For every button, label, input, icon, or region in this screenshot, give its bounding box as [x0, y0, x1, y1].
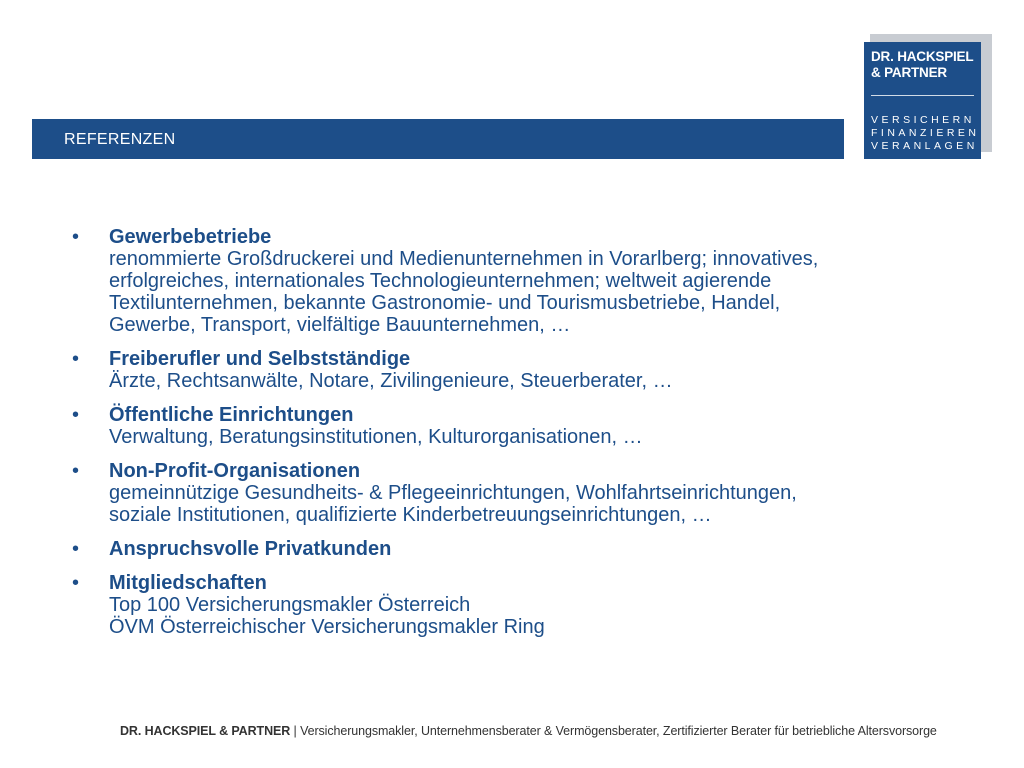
footer-brand: DR. HACKSPIEL & PARTNER: [120, 724, 291, 738]
list-item-non-profit: [72, 460, 952, 526]
footer: [120, 724, 937, 738]
logo-tagline-3: VERANLAGEN: [871, 140, 978, 152]
logo-tagline-1: VERSICHERN: [871, 114, 975, 126]
list-item-privatkunden: [72, 538, 952, 560]
list-item-title: Öffentliche Einrichtungen: [109, 404, 354, 426]
bullet: •: [72, 572, 80, 594]
bullet: •: [72, 460, 80, 482]
header-bar: [32, 119, 844, 159]
list-item-text: gemeinnützige Gesundheits- & Pflegeeinrichtungen, Wohlfahrtseinrichtungen, soziale Institutionen, qualifizierte Kinderbetreuungseinrichtungen, …: [109, 482, 797, 526]
logo-name-line2: & PARTNER: [871, 65, 947, 80]
logo-name-line1: DR. HACKSPIEL: [871, 49, 974, 64]
list-item-gewerbebetriebe: [72, 226, 952, 336]
logo-divider: [871, 95, 974, 96]
page-title: REFERENZEN: [64, 131, 176, 148]
reference-list: [72, 226, 952, 650]
bullet: •: [72, 226, 80, 248]
list-item-freiberufler: [72, 348, 952, 392]
logo-tagline-2: FINANZIEREN: [871, 127, 980, 139]
list-item-text: Verwaltung, Beratungsinstitutionen, Kulturorganisationen, …: [109, 426, 643, 448]
list-item-title: Non-Profit-Organisationen: [109, 460, 361, 482]
list-item-text: Ärzte, Rechtsanwälte, Notare, Zivilingenieure, Steuerberater, …: [109, 370, 673, 392]
list-item-title: Anspruchsvolle Privatkunden: [109, 538, 392, 560]
footer-text: | Versicherungsmakler, Unternehmensberater & Vermögensberater, Zertifizierter Berater für betriebliche Altersvorsorge: [290, 724, 937, 738]
list-item-text: Top 100 Versicherungsmakler Österreich ÖVM Österreichischer Versicherungsmakler Ring: [109, 594, 545, 638]
bullet: •: [72, 538, 80, 560]
list-item-mitgliedschaften: [72, 572, 952, 638]
list-item-title: Gewerbebetriebe: [109, 226, 272, 248]
list-item-oeffentliche-einrichtungen: [72, 404, 952, 448]
list-item-title: Mitgliedschaften: [109, 572, 267, 594]
list-item-text: renommierte Großdruckerei und Medienunternehmen in Vorarlberg; innovatives, erfolgreiches, internationales Technologieunternehmen; weltweit agierende Textilunternehmen, bekannte Gastronomie- und Tourismusbetriebe, Handel, Gewerbe, Transport, vielfältige Bauunternehmen, …: [109, 248, 819, 336]
company-logo: [864, 42, 981, 159]
bullet: •: [72, 348, 80, 370]
bullet: •: [72, 404, 80, 426]
list-item-title: Freiberufler und Selbstständige: [109, 348, 411, 370]
